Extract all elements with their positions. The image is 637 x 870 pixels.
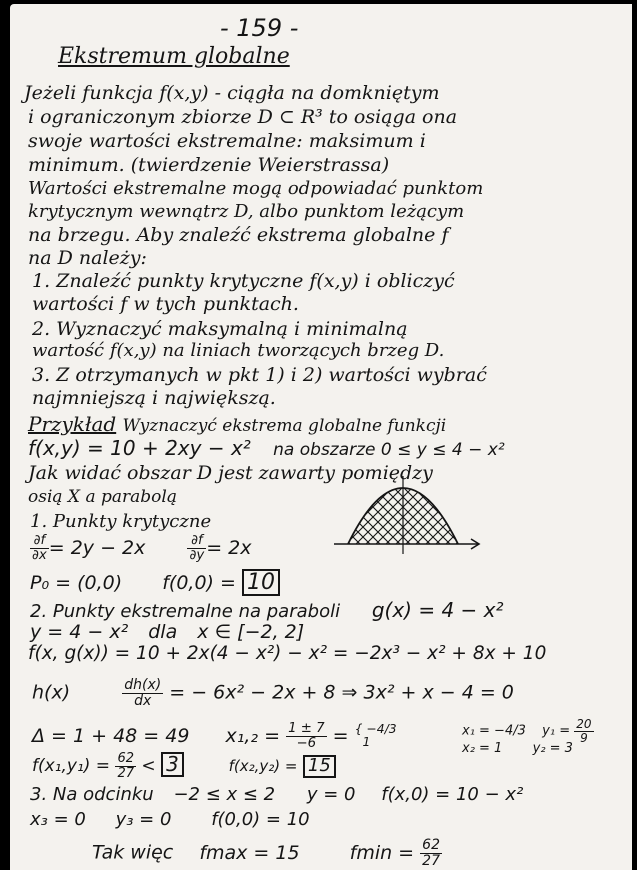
partial-y-lhs: $\frac{\partial f}{\partial y}$	[189, 533, 205, 563]
example-text: Wyznaczyć ekstrema globalne funkcji	[122, 416, 447, 436]
fmin-lhs: fmin =	[349, 841, 415, 864]
hatched-region	[328, 472, 488, 564]
theorem-line-1: Jeżeli funkcja f(x,y) - ciągła na domkniętym	[24, 82, 440, 104]
x-interval: x ∈ [−2, 2]	[197, 621, 305, 643]
theorem-line-5: Wartości ekstremalne mogą odpowiadać punktom	[28, 178, 484, 199]
step-1-line-2: wartości f w tych punktach.	[32, 293, 299, 315]
partial-y-rhs: = 2x	[206, 536, 252, 559]
x12-equals: =	[332, 724, 349, 747]
x1: x₁ = −4/3	[462, 723, 526, 739]
y2: y₂ = 3	[532, 741, 573, 756]
handwritten-note-sheet	[10, 4, 632, 870]
x2: x₂ = 1	[462, 741, 503, 756]
section-3-line	[30, 786, 523, 804]
section-2-title-line	[30, 600, 504, 621]
critical-point-p0: P₀ = (0,0)	[30, 572, 123, 594]
example-function: f(x,y) = 10 + 2xy − x²	[28, 436, 251, 460]
x12-fraction: $\frac{1 \pm 7}{-6}$	[288, 721, 325, 751]
segment-range: −2 ≤ x ≤ 2	[173, 784, 276, 805]
x2-y2-line	[462, 742, 573, 755]
dla-word: dla	[148, 621, 178, 643]
step-3-line-1: 3. Z otrzymanych w pkt 1) i 2) wartości wybrać	[32, 364, 487, 386]
delta: Δ = 1 + 48 = 49	[32, 724, 190, 747]
delta-line	[32, 722, 397, 751]
partial-x-rhs: = 2y − 2x	[48, 536, 146, 559]
theorem-line-7: na brzegu. Aby znaleźć ekstrema globalne f	[28, 224, 449, 246]
step-3-line-2: najmniejszą i największą.	[32, 387, 276, 409]
fx1y1-lhs: f(x₁,y₁) =	[32, 756, 111, 777]
y3: y₃ = 0	[115, 809, 172, 830]
h-of-x: h(x)	[32, 681, 71, 704]
y-definition: y = 4 − x²	[30, 621, 129, 643]
fx2y2-lhs: f(x₂,y₂) =	[228, 757, 298, 776]
example-region: na obszarze 0 ≤ y ≤ 4 − x²	[273, 440, 505, 460]
theorem-line-2: i ograniczonym zbiorze D ⊂ R³ to osiąga ona	[28, 106, 458, 128]
derivative-line	[32, 678, 514, 708]
section-3-title: 3. Na odcinku	[30, 784, 154, 805]
values-line	[32, 752, 336, 780]
section-1-title: 1. Punkty krytyczne	[30, 511, 212, 532]
step-2-line-2: wartość f(x,y) na liniach tworzących brzeg D.	[32, 340, 445, 361]
step-2-line-1: 2. Wyznaczyć maksymalną i minimalną	[32, 318, 408, 340]
theorem-line-8: na D należy:	[28, 247, 147, 269]
segment-f: f(x,0) = 10 − x²	[381, 784, 524, 805]
y1-lhs: y₁ =	[542, 723, 571, 739]
segment-y: y = 0	[306, 784, 356, 805]
f00-again: f(0,0) = 10	[211, 809, 310, 830]
step-1-line-1: 1. Znaleźć punkty krytyczne f(x,y) i obliczyć	[32, 270, 455, 292]
x12-lhs: x₁,₂ =	[225, 724, 281, 747]
parabola-region-sketch	[328, 472, 488, 564]
theorem-line-4: minimum. (twierdzenie Weierstrassa)	[28, 154, 390, 176]
example-function-line	[28, 438, 505, 459]
region-line-1: Jak widać obszar D jest zawarty pomiędzy	[28, 462, 433, 484]
fx1y1-fraction: $\frac{62}{27}$	[117, 751, 135, 781]
f00-label: f(0,0) =	[162, 572, 236, 594]
y1-fraction: $\frac{20}{9}$	[576, 717, 592, 745]
theorem-line-3: swoje wartości ekstremalne: maksimum i	[28, 130, 426, 152]
fmax: fmax = 15	[199, 841, 300, 864]
partial-x-lhs: $\frac{\partial f}{\partial x}$	[32, 533, 47, 563]
parabola-g: g(x) = 4 − x²	[371, 598, 504, 622]
example-label: Przykład	[28, 412, 117, 436]
theorem-line-6: krytycznym wewnątrz D, albo punktom leżącym	[28, 201, 465, 222]
conclusion-prefix: Tak więc	[92, 841, 174, 864]
critical-point-line	[30, 569, 280, 596]
fmin-fraction: $\frac{62}{27}$	[422, 837, 440, 869]
page-title: Ekstremum globalne	[58, 44, 290, 69]
fx1y1-boxed-value: 3	[161, 752, 184, 777]
x12-roots: { −4/3 1	[354, 721, 397, 750]
dh-rhs: = − 6x² − 2x + 8 ⇒ 3x² + x − 4 = 0	[169, 681, 514, 704]
f00-boxed-value: 10	[242, 569, 280, 596]
composite-function: f(x, g(x)) = 10 + 2x(4 − x²) − x² = −2x³ − x² + 8x + 10	[28, 643, 547, 664]
conclusion-line	[92, 838, 442, 868]
fx2y2-boxed-value: 15	[303, 755, 336, 778]
fx1y1-compare: <	[141, 756, 156, 777]
page-number: - 159 -	[220, 14, 299, 42]
segment-values-line	[30, 811, 310, 829]
partial-derivatives	[30, 534, 252, 563]
region-line-2: osią X a parabolą	[28, 487, 177, 507]
section-2-title: 2. Punkty ekstremalne na paraboli	[30, 601, 341, 622]
dh-dx: $\frac{dh(x)}{dx}$	[124, 677, 162, 709]
example-header	[28, 414, 446, 435]
parabola-domain-line	[30, 623, 304, 642]
x3: x₃ = 0	[30, 809, 86, 830]
